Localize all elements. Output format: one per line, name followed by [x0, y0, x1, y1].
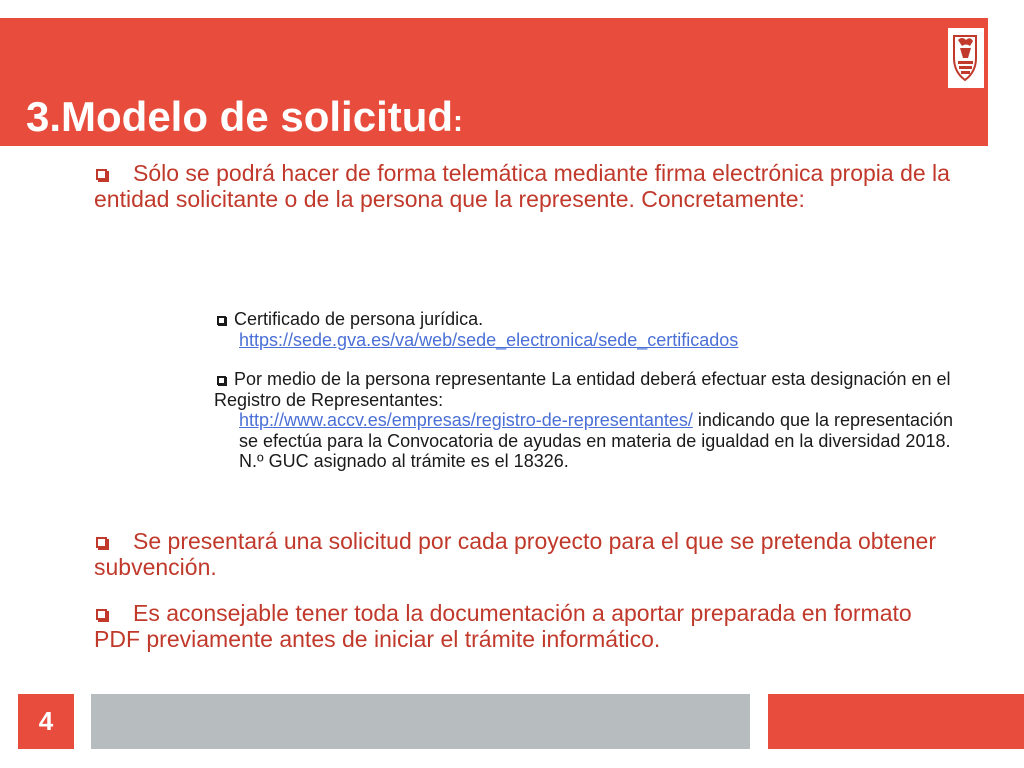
sede-certificados-link[interactable]: https://sede.gva.es/va/web/sede_electronica/sede_certificados — [239, 329, 739, 350]
sub-bullet-text-before: Por medio de la persona representante La entidad deberá efectuar esta designación en el Registro de Representantes: — [214, 369, 951, 410]
slide-title — [26, 92, 463, 147]
checkbox-bullet-icon — [217, 316, 226, 325]
checkbox-bullet-icon — [96, 609, 107, 620]
bullet-text: Sólo se podrá hacer de forma telemática mediante firma electrónica propia de la entidad solicitante o de la persona que la represente. Concretamente: — [94, 160, 950, 212]
checkbox-bullet-icon — [217, 376, 226, 385]
checkbox-bullet-icon — [96, 169, 107, 180]
sub-bullet-text-after: indicando que la representación se efectúa para la Convocatoria de ayudas en materia de igualdad en la diversidad 2018. N.º GUC asignado al trámite es el 18326. — [239, 410, 954, 471]
bullet-text: Se presentará una solicitud por cada proyecto para el que se pretenda obtener subvención. — [94, 528, 936, 580]
sub-bullet-certificate — [214, 309, 954, 350]
checkbox-bullet-icon — [96, 537, 107, 548]
registro-representantes-link[interactable]: http://www.accv.es/empresas/registro-de-representantes/ — [239, 410, 693, 430]
footer-red-bar — [768, 694, 1024, 749]
bullet-one-request-per-project — [94, 528, 954, 580]
sub-bullet-text: Certificado de persona jurídica. — [234, 309, 484, 329]
sub-bullet-representative — [214, 369, 954, 472]
slide-title-text: 3.Modelo de solicitud — [26, 93, 454, 140]
bullet-pdf-documentation — [94, 600, 954, 652]
slide-title-colon: : — [453, 105, 464, 138]
footer-gray-bar — [91, 694, 750, 749]
bullet-telematic-signature — [94, 160, 954, 212]
bullet-text: Es aconsejable tener toda la documentación a aportar preparada en formato PDF previamente antes de iniciar el trámite informático. — [94, 600, 912, 652]
generalitat-valenciana-logo-icon — [948, 28, 984, 88]
page-number: 4 — [38, 706, 54, 736]
